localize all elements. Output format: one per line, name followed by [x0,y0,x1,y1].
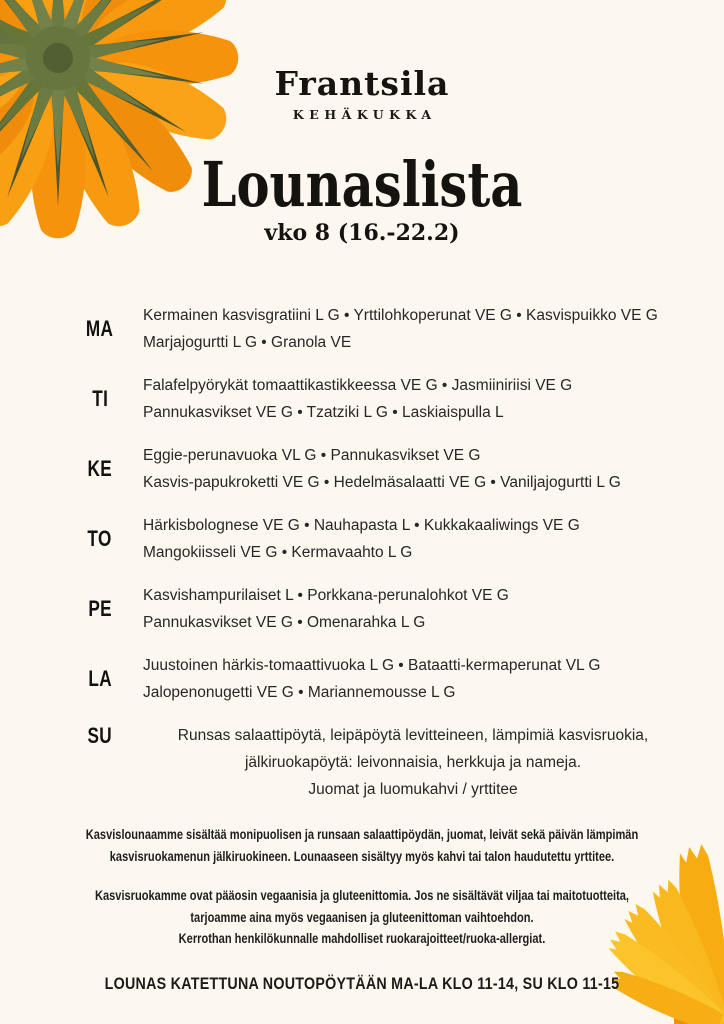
day-label-saturday: LA [88,666,112,691]
day-label-thursday: TO [87,526,113,551]
weekly-menu [0,302,724,819]
note-line: kasvisruokamenun jälkiruokineen. Lounaaseen sisältyy myös kahvi tai talon haudutettu yrttitee. [109,848,615,864]
menu-items-saturday [143,652,683,706]
day-label-sunday: SU [87,723,113,748]
menu-row-wednesday [0,442,724,496]
serving-hours: LOUNAS KATETTUNA NOUTOPÖYTÄÄN MA-LA KLO 11-14, SU KLO 11-15 [104,973,620,993]
menu-line: Eggie-perunavuoka VL G • Pannukasvikset VE G [143,447,481,464]
note-line: Kerrothan henkilökunnalle mahdolliset ruokarajoitteet/ruoka-allergiat. [178,931,546,946]
menu-row-tuesday [0,372,724,426]
day-label-friday: PE [88,596,112,621]
menu-items-tuesday [143,372,683,426]
menu-row-saturday [0,652,724,706]
menu-line: Juomat ja luomukahvi / yrttitee [308,781,518,798]
header [0,0,724,246]
day-label-wednesday: KE [87,456,113,481]
brand-subtitle: KEHÄKUKKA [292,106,437,122]
dietary-note [65,885,659,950]
menu-line: Marjajogurtti L G • Granola VE [143,334,352,351]
day-label-monday: MA [86,316,114,341]
menu-line: Kermainen kasvisgratiini L G • Yrttilohkoperunat VE G • Kasvispuikko VE G [143,307,658,324]
note-line: Kasvisruokamme ovat pääosin vegaanisia ja gluteenittomia. Jos ne sisältävät viljaa tai maitotuotteita, [94,888,629,903]
menu-items-friday [143,582,683,636]
menu-line: Juustoinen härkis-tomaattivuoka L G • Bataatti-kermaperunat VL G [143,657,601,674]
brand-logo: Frantsila [274,64,450,103]
page-title: Lounaslista [201,147,523,221]
note-line: tarjoamme aina myös vegaanisen ja gluteenittoman vaihtoehdon. [190,909,534,925]
menu-line: Runsas salaattipöytä, leipäpöytä levitteineen, lämpimiä kasvisruokia, [177,727,649,744]
menu-row-sunday [0,722,724,803]
menu-items-thursday [143,512,683,566]
menu-line: Kasvishampurilaiset L • Porkkana-perunalohkot VE G [143,587,509,604]
menu-line: Härkisbolognese VE G • Nauhapasta L • Kukkakaaliwings VE G [143,517,580,534]
menu-items-wednesday [143,442,683,496]
menu-line: Jalopenonugetti VE G • Mariannemousse L G [143,684,456,701]
menu-line: Falafelpyörykät tomaattikastikkeessa VE G • Jasmiiniriisi VE G [143,377,573,394]
menu-line: jälkiruokapöytä: leivonnaisia, herkkuja ja nameja. [244,754,582,771]
note-line: Kasvislounaamme sisältää monipuolisen ja runsaan salaattipöydän, juomat, leivät sekä päivän lämpimän [85,827,639,842]
menu-row-friday [0,582,724,636]
menu-items-monday [143,302,683,356]
menu-line: Mangokiisseli VE G • Kermavaahto L G [143,544,413,561]
footer [0,824,724,994]
lunch-includes-note [65,824,659,867]
menu-row-thursday [0,512,724,566]
menu-line: Kasvis-papukroketti VE G • Hedelmäsalaatti VE G • Vaniljajogurtti L G [143,474,621,491]
menu-items-sunday [143,722,683,803]
day-label-tuesday: TI [91,386,109,411]
menu-line: Pannukasvikset VE G • Omenarahka L G [143,614,426,631]
menu-row-monday [0,302,724,356]
week-subtitle: vko 8 (16.-22.2) [264,219,460,246]
menu-line: Pannukasvikset VE G • Tzatziki L G • Laskiaispulla L [143,404,504,421]
